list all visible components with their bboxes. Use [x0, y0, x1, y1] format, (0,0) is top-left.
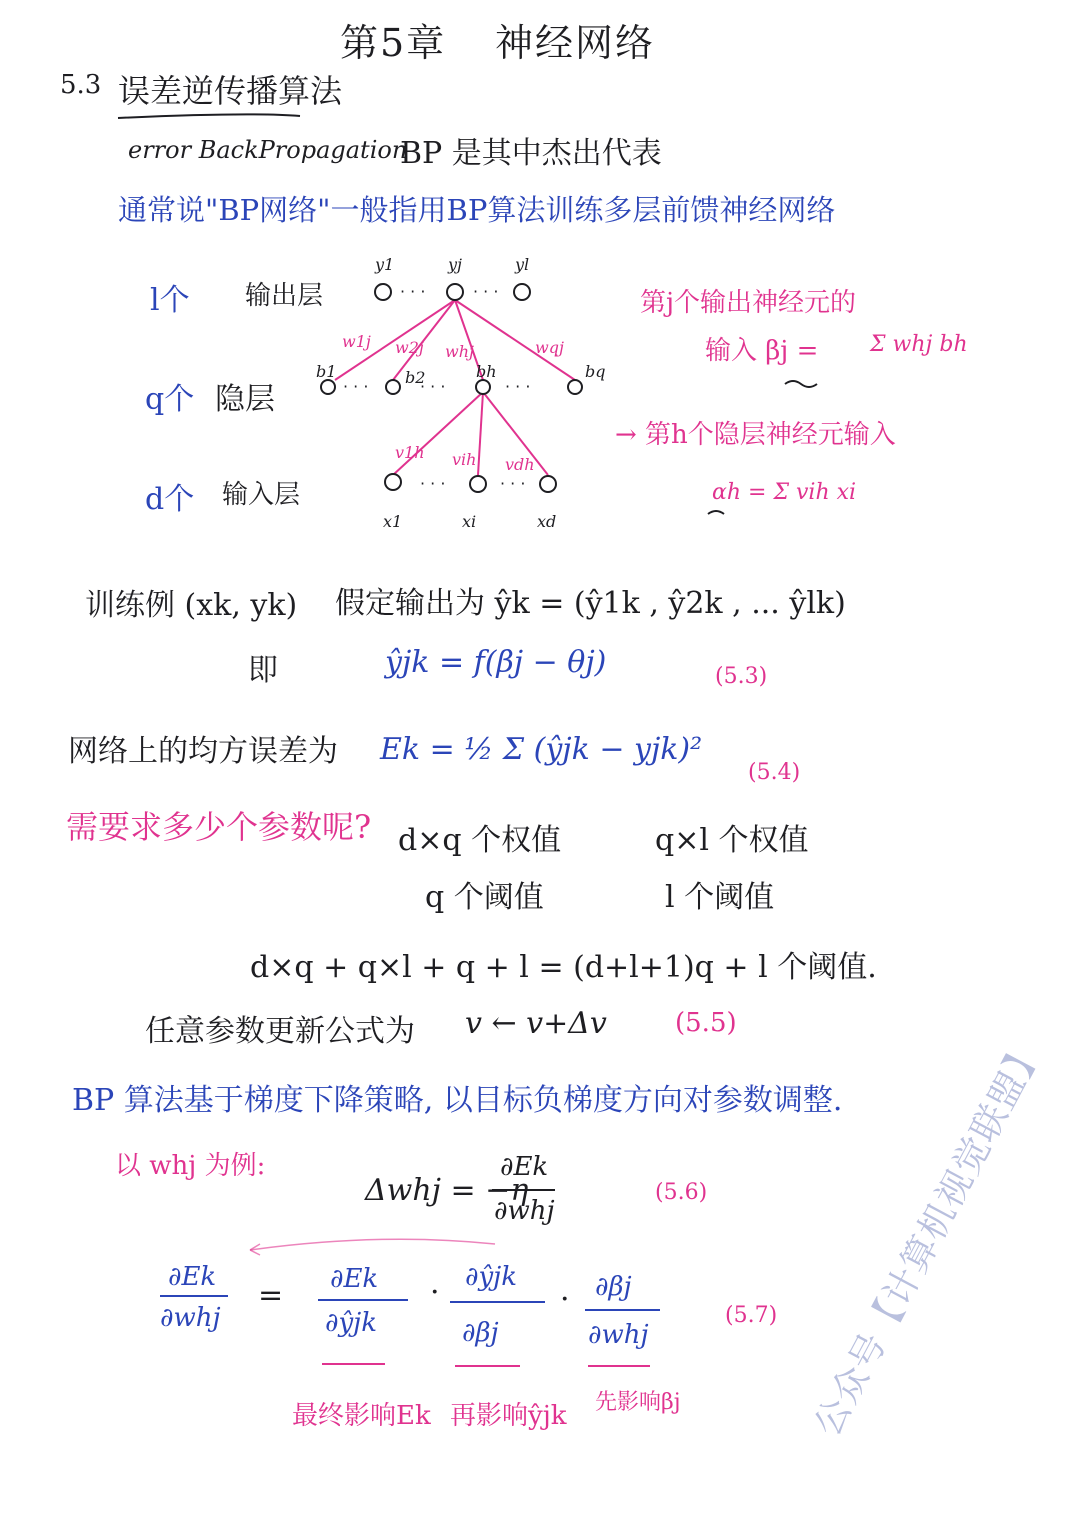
hidden-node-b2	[386, 380, 400, 394]
dots-hidden-3: · · ·	[505, 377, 531, 396]
alpha-formula: αh = Σ vih xi	[712, 480, 857, 505]
label-b2: b2	[405, 368, 426, 387]
backprop-english: error BackPropagation	[128, 136, 408, 164]
weights-qxl: q×l 个权值	[655, 823, 809, 858]
output-node-y1	[375, 284, 391, 300]
eq57-tag: (5.7)	[725, 1303, 778, 1328]
weight-vih: vih	[452, 450, 477, 469]
label-x1: x1	[383, 512, 403, 531]
edge-xi-bh	[478, 392, 483, 475]
label-bh: bh	[476, 362, 497, 381]
section-title-underline	[118, 114, 300, 118]
dots-input-1: · · ·	[420, 474, 446, 493]
label-yl: yl	[515, 255, 530, 274]
training-example: 训练例 (xk, yk)	[85, 588, 298, 623]
bp-representative-note: BP 是其中杰出代表	[400, 136, 662, 171]
hidden-node-bq	[568, 380, 582, 394]
input-layer-count: d个	[145, 482, 195, 517]
chapter-number: 第5章	[340, 21, 447, 65]
bp-gradient-note: BP 算法基于梯度下降策略, 以目标负梯度方向对参数调整.	[72, 1083, 843, 1118]
section-number: 5.3	[60, 70, 102, 100]
chain-lhs-denominator: ∂whj	[160, 1303, 221, 1333]
chain-rule-arrow	[250, 1239, 495, 1250]
label-yj: yj	[448, 255, 462, 274]
chain-lhs-numerator: ∂Ek	[168, 1262, 217, 1292]
alpha-note: → 第h个隐层神经元输入	[615, 420, 896, 450]
output-node-yl	[514, 284, 530, 300]
alpha-tilde	[708, 511, 724, 514]
params-question: 需要求多少个参数呢?	[66, 808, 372, 846]
beta-formula-left: 输入 βj =	[705, 336, 819, 366]
chain-dot-2: ·	[560, 1282, 570, 1317]
annotation-second-effect: 再影响ŷjk	[450, 1401, 567, 1431]
chain-t1-denominator: ∂ŷjk	[325, 1308, 377, 1338]
chain-equals: =	[258, 1278, 284, 1313]
output-layer-label: 输出层	[245, 281, 324, 311]
label-b1: b1	[316, 362, 337, 381]
weights-dxq: d×q 个权值	[398, 823, 562, 858]
eq53-tag: (5.3)	[715, 664, 768, 689]
beta-note: 第j个输出神经元的	[640, 288, 857, 318]
input-node-x1	[385, 474, 401, 490]
mse-label: 网络上的均方误差为	[68, 734, 338, 769]
chain-t3-numerator: ∂βj	[595, 1272, 632, 1302]
eq53: ŷjk = f(βj − θj)	[385, 645, 607, 680]
weight-w1j: w1j	[342, 332, 371, 351]
weight-wqj: wqj	[535, 338, 564, 357]
weight-vdh: vdh	[505, 455, 535, 474]
chain-dot-1: ·	[430, 1275, 440, 1310]
watermark: 公众号【计算机视觉联盟】	[807, 1031, 1052, 1444]
annotation-final-effect: 最终影响Ek	[292, 1401, 431, 1431]
weight-w2j: w2j	[395, 338, 424, 357]
eq55-tag: (5.5)	[675, 1008, 737, 1038]
weight-whj: whj	[445, 342, 474, 361]
weight-v1h: v1h	[395, 443, 425, 462]
dots-input-2: · · ·	[500, 474, 526, 493]
thresholds-l: l 个阈值	[665, 880, 775, 915]
hidden-layer-label: 隐层	[215, 382, 275, 417]
update-label: 任意参数更新公式为	[145, 1014, 415, 1049]
input-node-xd	[540, 476, 556, 492]
dots-output-left: · · ·	[400, 282, 426, 301]
input-layer-label: 输入层	[222, 480, 301, 510]
eq56-numerator: ∂Ek	[500, 1152, 549, 1182]
eq54-tag: (5.4)	[748, 760, 801, 785]
label-xi: xi	[462, 512, 477, 531]
chain-t1-numerator: ∂Ek	[330, 1264, 379, 1294]
thresholds-q: q 个阈值	[425, 880, 544, 915]
output-assumption: 假定输出为 ŷk = (ŷ1k , ŷ2k , ... ŷlk)	[335, 586, 846, 621]
eq56-tag: (5.6)	[655, 1180, 708, 1205]
label-y1: y1	[375, 255, 395, 274]
chapter-title: 神经网络	[495, 21, 656, 65]
output-layer-count: l个	[150, 283, 190, 318]
beta-tilde	[785, 381, 817, 387]
label-bq: bq	[585, 362, 606, 381]
hidden-node-b1	[321, 380, 335, 394]
params-total: d×q + q×l + q + l = (d+l+1)q + l 个阈值.	[250, 950, 877, 985]
dots-hidden-1: · · ·	[343, 377, 369, 396]
annotation-first-effect: 先影响βj	[595, 1390, 681, 1415]
section-title: 误差逆传播算法	[118, 72, 343, 110]
eq54: Ek = ½ Σ (ŷjk − yjk)²	[380, 732, 703, 767]
chain-t2-denominator: ∂βj	[462, 1318, 499, 1348]
dots-hidden-2: · · ·	[420, 377, 446, 396]
input-node-xi	[470, 476, 486, 492]
ji-label: 即	[248, 653, 278, 688]
chain-t3-denominator: ∂whj	[588, 1320, 649, 1350]
eq56-lhs: Δwhj = −η	[365, 1173, 529, 1208]
label-xd: xd	[537, 512, 557, 531]
chain-t2-numerator: ∂ŷjk	[465, 1262, 517, 1292]
hidden-layer-count: q个	[145, 382, 195, 417]
eq56-denominator: ∂whj	[494, 1196, 555, 1226]
output-node-yj	[447, 284, 463, 300]
bp-network-definition: 通常说"BP网络"一般指用BP算法训练多层前馈神经网络	[118, 193, 836, 227]
beta-formula-right: Σ whj bh	[870, 332, 968, 357]
hidden-node-bh	[476, 380, 490, 394]
dots-output-right: · · ·	[473, 282, 499, 301]
update-equation: v ← v+Δv	[465, 1006, 607, 1041]
whj-example-note: 以 whj 为例:	[115, 1151, 266, 1181]
